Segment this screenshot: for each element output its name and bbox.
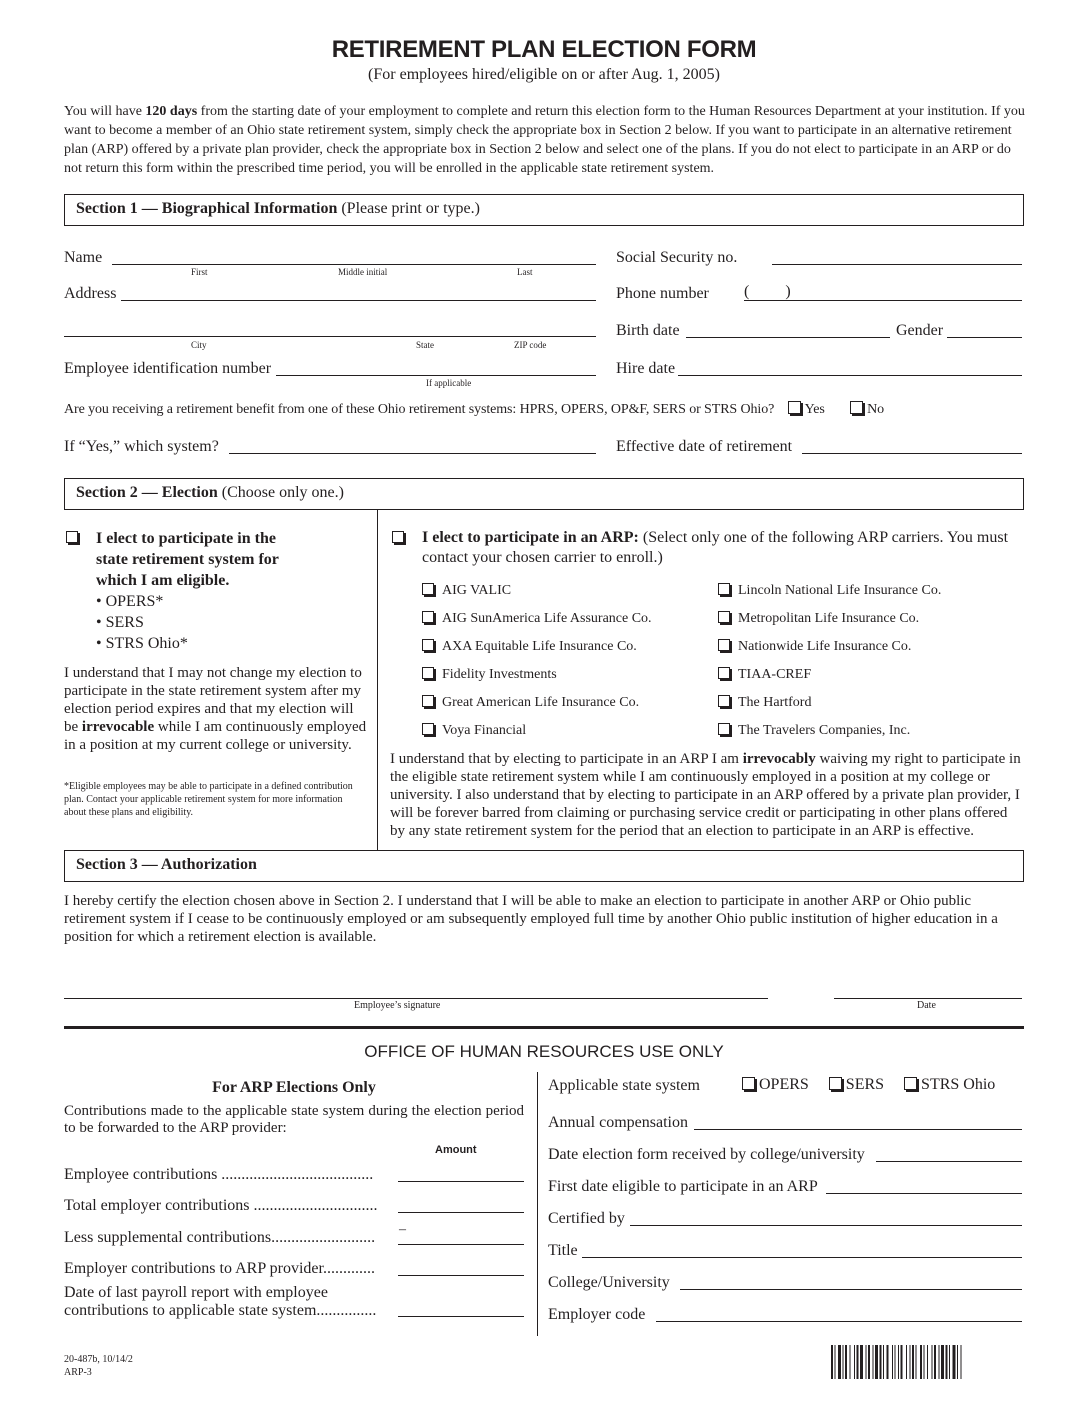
annual-compensation-field[interactable] [694,1129,1022,1130]
signature-caption: Employee’s signature [354,1000,441,1011]
employee-signature-field[interactable] [64,998,768,999]
zip-caption: ZIP code [514,340,547,350]
arp-option-text [390,750,1022,840]
first-date-eligible-field[interactable] [826,1193,1022,1194]
carrier-item[interactable] [422,633,652,661]
gender-label: Gender [896,322,944,339]
date-received-field[interactable] [876,1161,1022,1162]
carrier-label: Fidelity Investments [442,667,557,682]
which-system-field[interactable] [229,453,596,454]
barcode-bar [934,1345,936,1379]
barcode-bar [941,1345,944,1379]
barcode-bar [927,1345,928,1379]
title-field[interactable] [582,1257,1022,1258]
barcode-bar [873,1345,874,1379]
supplemental-field[interactable] [398,1244,524,1245]
college-field[interactable] [680,1289,1022,1290]
carrier-label: The Hartford [738,695,812,710]
name-last-caption: Last [517,267,533,277]
carriers-left-list [422,577,652,745]
barcode-bar [880,1345,882,1379]
barcode-bar [946,1345,948,1379]
barcode-bar [868,1345,870,1379]
barcode-bar [892,1345,893,1379]
address-line2-field[interactable] [64,336,596,337]
barcode-bar [835,1345,836,1379]
carrier-checkbox[interactable] [718,611,730,623]
carrier-label: Metropolitan Life Insurance Co. [738,611,920,626]
strs-option[interactable] [904,1076,995,1093]
arp-option-label [422,528,1024,568]
barcode-bar [906,1345,907,1379]
section2-note: (Choose only one.) [217,484,344,501]
name-field[interactable] [112,264,596,265]
first-date-eligible-label: First date eligible to participate in an ARP [548,1178,818,1195]
carrier-label: Nationwide Life Insurance Co. [738,639,912,654]
address-field[interactable] [121,300,596,301]
state-system-options [742,1076,995,1094]
section1-header [64,194,1024,226]
authorization-text: I hereby certify the election chosen above in Section 2. I understand that I will be able to make an election to participate in another ARP or Ohio public retirement system if I cease to be continuously employed or am subsequently employed full time by another Ohio public institution of higher education in a position for which a retirement election is available. [64,893,998,945]
barcode-bar [831,1345,833,1379]
carrier-label: The Travelers Companies, Inc. [738,723,911,738]
carrier-label: Voya Financial [442,723,527,738]
city-caption: City [191,340,207,350]
opers-checkbox[interactable] [742,1077,755,1090]
barcode-bar [912,1345,914,1379]
barcode-bar [961,1345,962,1379]
barcode-bar [838,1345,841,1379]
state-footnote: *Eligible employees may be able to participate in a defined contribution plan. Contact your applicable retirement system for more information about these plans and eligibility. [64,781,353,818]
arp-elections-heading: For ARP Elections Only [212,1079,376,1096]
carrier-item[interactable] [718,605,941,633]
barcode-bar [901,1345,903,1379]
office-title: OFFICE OF HUMAN RESOURCES USE ONLY [364,1042,724,1061]
form-subtitle: (For employees hired/eligible on or after Aug. 1, 2005) [368,66,720,83]
section3-title: Section 3 — Authorization [76,856,257,873]
opers-option[interactable] [742,1076,809,1093]
effective-date-label: Effective date of retirement [616,438,793,455]
barcode-bar [887,1345,889,1379]
benefit-yes-label: Yes [804,402,825,417]
office-divider-vertical [537,1072,538,1336]
sers-label: SERS [845,1076,885,1093]
employee-id-label: Employee identification number [64,360,272,377]
form-title: RETIREMENT PLAN ELECTION FORM [331,36,757,63]
carrier-item[interactable] [718,689,941,717]
date-received-label: Date election form received by college/university [548,1146,865,1163]
ssn-label: Social Security no. [616,249,738,266]
carrier-checkbox[interactable] [422,583,434,595]
supplemental-label: Less supplemental contributions.......................... [64,1229,376,1246]
barcode-bar [843,1345,844,1379]
intro-text-1: You will have [64,104,146,119]
state-system-opers: • OPERS* [96,593,164,610]
carrier-item[interactable] [718,633,941,661]
employee-id-caption: If applicable [426,378,472,388]
barcode-bar [932,1345,933,1379]
total-employer-row [64,1197,524,1220]
amount-header: Amount [435,1144,477,1156]
carrier-checkbox[interactable] [422,639,434,651]
arp-text-2: waiving my right to participate in the eligible state retirement system while I am continuously employed in a position at my college or university. I also understand that by electing to participate in an ARP offered by a private plan provider, I will be forever barred from claiming or purchasing service credit or participating in other plans offered by any state retirement system for the period that an election to participate in an ARP is effective. [390,751,1021,839]
which-system-label: If “Yes,” which system? [64,438,219,455]
section1-note: (Please print or type.) [337,200,480,217]
section2-divider [377,510,378,850]
phone-field[interactable] [744,300,1022,301]
barcode-bar [860,1345,863,1379]
carriers-right-list [718,577,941,745]
phone-area-paren: ( ) [744,283,791,300]
carrier-label: Great American Life Insurance Co. [442,695,640,710]
supplemental-row [64,1229,524,1252]
arp-option-checkbox[interactable] [392,529,412,547]
title-label: Title [548,1242,578,1259]
intro-text-2: from the starting date of your employment to complete and return this election form to the Human Resources Department at your institution. If you want to become a member of an Ohio state retirement system, simply check the appropriate box in Section 2 below. If you want to participate in an alternative retirement plan (ARP) offered by a private plan provider, check the appropriate box in Section 2 below and select one of the plans. If you do not elect to participate in an ARP or do not return this form within the prescribed time period, you will be enrolled in the applicable state retirement system. [64,104,1025,176]
employer-arp-row [64,1260,524,1283]
barcode-bar [910,1345,911,1379]
employee-id-field[interactable] [276,375,596,376]
employer-code-field[interactable] [656,1321,1022,1322]
state-text-2: while I am continuously employed in a position at my current college or university. [64,719,367,753]
benefit-no-label: No [867,402,885,417]
carrier-item[interactable] [718,717,941,745]
state-system-strs: • STRS Ohio* [96,635,188,652]
barcode-bar [845,1345,847,1379]
benefit-question-text: Are you receiving a retirement benefit from one of these Ohio retirement systems: HPRS, OPERS, OP&F, SERS or STRS Ohio? [64,402,775,417]
birth-date-field[interactable] [686,337,890,338]
state-option-text [64,664,370,754]
date-caption: Date [917,1000,936,1011]
employer-arp-label: Employer contributions to ARP provider............. [64,1260,375,1277]
total-employer-label: Total employer contributions ............................... [64,1197,378,1214]
hire-date-field[interactable] [678,375,1022,376]
state-option-label: I elect to participate in the state retirement system for which I am eligible. [96,530,279,589]
barcode [831,1345,1035,1379]
carrier-item[interactable] [422,605,652,633]
barcode-bar [924,1345,925,1379]
benefit-no-checkbox[interactable] [850,401,863,414]
arp-text-irrevocably: irrevocably [742,751,816,767]
state-system-label: Applicable state system [548,1077,700,1094]
last-payroll-label: Date of last payroll report with employee contributions to applicable state system............... [64,1284,377,1319]
carrier-checkbox[interactable] [422,695,434,707]
hire-date-label: Hire date [616,360,676,377]
section3-header [64,850,1024,882]
arp-option-title: I elect to participate in an ARP: [422,529,639,546]
college-label: College/University [548,1274,670,1291]
carrier-checkbox[interactable] [718,723,730,735]
sers-option[interactable] [829,1076,884,1093]
barcode-bar [850,1345,851,1379]
arp-contributions-desc: Contributions made to the applicable state system during the election period to be forwarded to the ARP provider: [64,1103,524,1136]
carrier-label: TIAA-CREF [738,667,812,682]
carrier-checkbox[interactable] [422,667,434,679]
intro-deadline: 120 days [145,104,198,119]
carrier-label: AIG VALIC [442,583,512,598]
barcode-bar [866,1345,867,1379]
arp-text-1: I understand that by electing to participate in an ARP I am [390,751,743,767]
gender-field[interactable] [947,337,1022,338]
certified-by-label: Certified by [548,1210,625,1227]
carrier-item[interactable] [718,577,941,605]
carrier-checkbox[interactable] [718,695,730,707]
state-system-sers: • SERS [96,614,144,631]
annual-compensation-label: Annual compensation [548,1114,688,1131]
barcode-bar [953,1345,956,1379]
sers-checkbox[interactable] [829,1077,842,1090]
benefit-yes-checkbox[interactable] [788,401,801,414]
employer-arp-field[interactable] [398,1275,524,1276]
state-caption: State [416,340,434,350]
name-label: Name [64,249,103,266]
carrier-label: AIG SunAmerica Life Assurance Co. [442,611,652,626]
barcode-bar [916,1345,917,1379]
employer-code-label: Employer code [548,1306,646,1323]
carrier-item[interactable] [422,577,652,605]
employee-contributions-label: Employee contributions ...................................... [64,1166,374,1183]
benefit-question [64,401,1024,418]
section1-title: Section 1 — Biographical Information [76,200,338,217]
barcode-bar [957,1345,958,1379]
barcode-bar [875,1345,878,1379]
intro-paragraph [64,102,1026,178]
barcode-bar [939,1345,940,1379]
birth-date-label: Birth date [616,322,680,339]
barcode-bar [949,1345,950,1379]
opers-label: OPERS [759,1076,809,1093]
phone-label: Phone number [616,285,709,302]
form-code: ARP-3 [64,1367,92,1378]
carrier-item[interactable] [718,661,941,689]
barcode-bar [895,1345,896,1379]
state-option-checkbox[interactable] [66,529,86,547]
arp-option-instructions: (Select only one of the following ARP carriers. You must contact your chosen carrier to enroll.) [422,529,1009,566]
carrier-checkbox[interactable] [718,667,730,679]
ssn-field[interactable] [772,264,1022,265]
name-middle-caption: Middle initial [338,267,388,277]
state-systems-list [96,591,188,654]
strs-label: STRS Ohio [921,1076,996,1093]
strs-checkbox[interactable] [904,1077,917,1090]
signature-date-field[interactable] [834,998,1022,999]
carrier-item[interactable] [422,717,652,745]
last-payroll-field[interactable] [398,1316,524,1317]
barcode-bar [883,1345,884,1379]
carrier-item[interactable] [422,689,652,717]
section2-title: Section 2 — Election [76,484,218,501]
name-first-caption: First [191,267,208,277]
carrier-checkbox[interactable] [718,639,730,651]
carrier-label: Lincoln National Life Insurance Co. [738,583,942,598]
address-label: Address [64,285,117,302]
effective-date-field[interactable] [802,453,1022,454]
barcode-bar [920,1345,922,1379]
office-divider [64,1026,1024,1029]
barcode-bar [857,1345,859,1379]
employee-contributions-row [64,1166,524,1189]
certified-by-field[interactable] [630,1225,1022,1226]
carrier-checkbox[interactable] [422,723,434,735]
carrier-label: AXA Equitable Life Insurance Co. [442,639,637,654]
barcode-bar [898,1345,899,1379]
total-employer-field[interactable] [398,1212,524,1213]
state-text-1: I understand that I may not change my election to participate in the state retirement system after my election period expires and that my election will be [64,665,362,735]
carrier-item[interactable] [422,661,652,689]
state-text-irrevocable: irrevocable [81,719,155,735]
last-payroll-row [64,1284,394,1320]
section2-header [64,478,1024,510]
carrier-checkbox[interactable] [422,611,434,623]
barcode-bar [854,1345,855,1379]
carrier-checkbox[interactable] [718,583,730,595]
minus-sign: – [399,1222,406,1237]
form-number: 20-487b, 10/14/2 [64,1354,133,1365]
employee-contributions-field[interactable] [398,1181,524,1182]
